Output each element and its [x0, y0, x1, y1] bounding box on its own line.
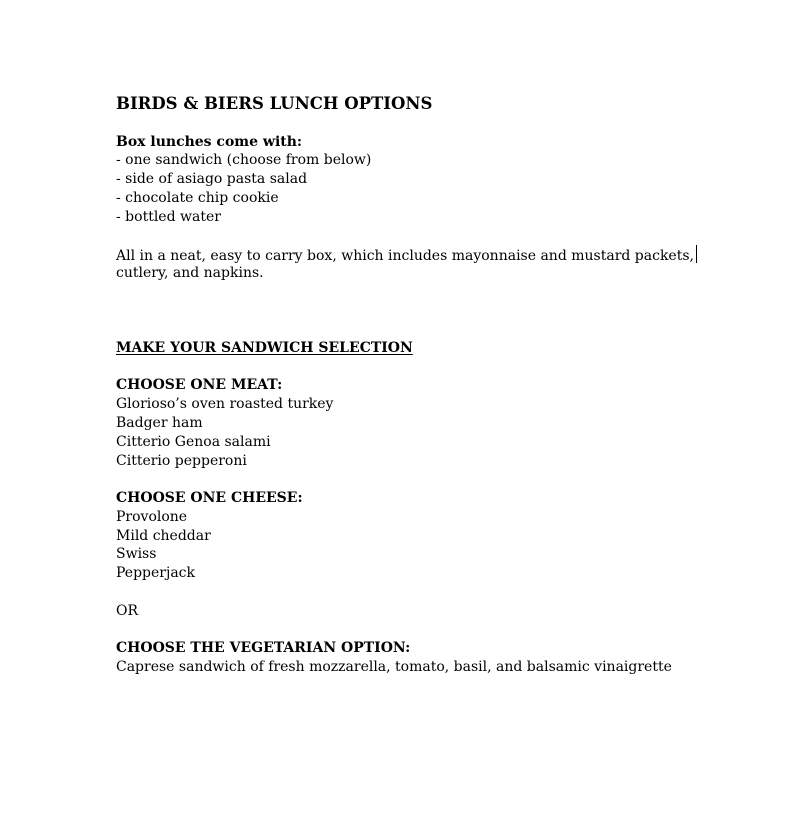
- box-lunch-item: - bottled water: [116, 209, 221, 225]
- meat-option: Glorioso’s oven roasted turkey: [116, 396, 334, 412]
- box-lunch-item: - side of asiago pasta salad: [116, 171, 308, 187]
- box-lunch-item: - one sandwich (choose from below): [116, 152, 372, 168]
- box-lunch-note-line: [116, 245, 697, 266]
- cheese-option: Swiss: [116, 546, 157, 562]
- vegetarian-option: Caprese sandwich of fresh mozzarella, tomato, basil, and balsamic vinaigrette: [116, 659, 672, 675]
- cheese-heading: CHOOSE ONE CHEESE:: [116, 490, 303, 506]
- cheese-option: Provolone: [116, 509, 188, 525]
- meat-heading: CHOOSE ONE MEAT:: [116, 377, 283, 393]
- cheese-option: Mild cheddar: [116, 528, 211, 544]
- box-lunch-note-line: cutlery, and napkins.: [116, 265, 264, 281]
- box-lunch-heading: Box lunches come with:: [116, 134, 303, 150]
- text-cursor: [696, 245, 697, 263]
- document-title: BIRDS & BIERS LUNCH OPTIONS: [116, 94, 433, 113]
- box-lunch-note-text: All in a neat, easy to carry box, which includes mayonnaise and mustard packets,: [116, 248, 694, 264]
- box-lunch-item: - chocolate chip cookie: [116, 190, 279, 206]
- meat-option: Citterio Genoa salami: [116, 434, 271, 450]
- or-label: OR: [116, 603, 139, 619]
- meat-option: Badger ham: [116, 415, 203, 431]
- sandwich-section-heading: MAKE YOUR SANDWICH SELECTION: [116, 340, 413, 356]
- vegetarian-heading: CHOOSE THE VEGETARIAN OPTION:: [116, 640, 411, 656]
- meat-option: Citterio pepperoni: [116, 453, 247, 469]
- cheese-option: Pepperjack: [116, 565, 195, 581]
